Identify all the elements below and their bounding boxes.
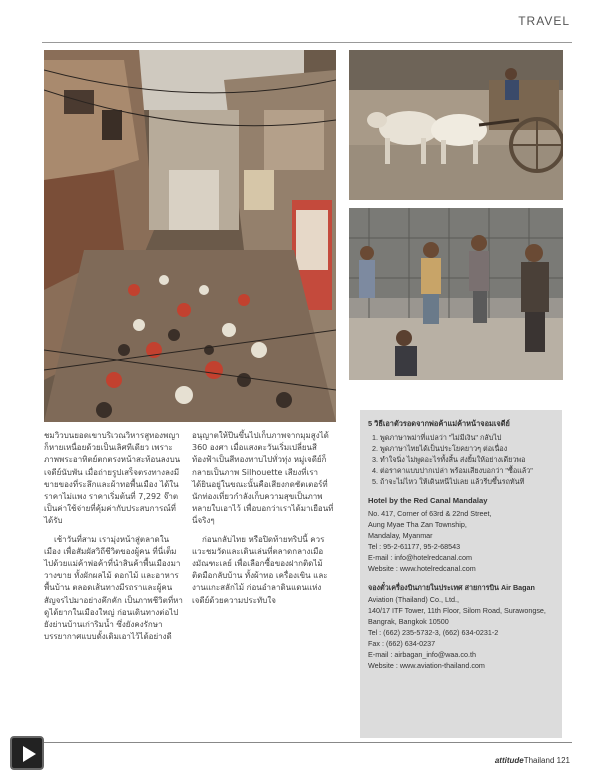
ox-cart-photo [349, 50, 563, 200]
tip-item: 2. พูดภาษาไทยได้เป็นประโยคยาวๆ ต่อเนื่อง [380, 443, 554, 454]
tip-item: 5. ถ้าจะไม่ไหว ให้เดินหนีไปเลย แล้วรีบขึ้นรถทันที [380, 476, 554, 487]
market-street-photo [44, 50, 336, 422]
top-divider [42, 42, 572, 43]
play-icon[interactable] [10, 736, 44, 770]
agency-address: 140/17 ITF Tower, 11th Floor, Silom Road, Surawongse, [368, 606, 546, 615]
magazine-brand: attitude [494, 756, 524, 765]
article-paragraph: ก่อนกลับไทย หรือปิดท้ายทริปนี้ ควรแวะชมวัดและเดินเล่นที่ตลาดกลางเมืองมัณฑะเลย์ เพื่อเลือกซื้อของฝากติดไม้ติดมือกลับบ้าน ทั้งผ้าทอ เครื่องเขิน และงานแกะสลักไม้ ก่อนอำลาดินแดนแห่งเจดีย์ด้วยความประทับใจ [192, 534, 328, 605]
hotel-tel: Tel : 95-2-61177, 95-2-68543 [368, 542, 461, 551]
hotel-email-link[interactable]: E-mail : info@hotelredcanal.com [368, 553, 472, 562]
article-column-middle [192, 430, 336, 613]
tip-item: 3. ทำใจนิ่ง ไม่พูดอะไรทั้งสิ้น ส่งยิ้มให้อย่างเดียวพอ [380, 454, 554, 465]
info-sidebar [360, 410, 562, 738]
magazine-edition: Thailand [523, 756, 555, 765]
tips-list [368, 432, 554, 487]
hotel-address: Mandalay, Myanmar [368, 531, 433, 540]
section-title: TRAVEL [518, 14, 570, 28]
hotel-website-link[interactable]: Website : www.hotelredcanal.com [368, 564, 476, 573]
page-footer [495, 756, 570, 765]
agency-title: จองตั๋วเครื่องบินภายในประเทศ สายการบิน Air Bagan [368, 583, 535, 592]
agency-website-link[interactable]: Website : www.aviation-thailand.com [368, 661, 485, 670]
children-photo [349, 208, 563, 380]
article-paragraph: ชมวิวบนยอดเขาบริเวณวิหารสูทองพญา ก็หายเหนื่อยด้วยเป็นเลิศทีเดียว เพราะภาพพระอาทิตย์ตกตรงหน้าสะท้อนลงบนเจดีย์นับพัน เมื่อถ่ายรูปเสร็จตรงทางลงมีขายของที่ระลึกและผ้าทอพื้นเมือง ได้ในราคาไม่แพง ราคาเริ่มต้นที่ 7,292 จ๊าต เป็นค่าใช้จ่ายที่คุ้มค่ากับประสบการณ์ที่ได้รับ [44, 431, 181, 526]
hotel-address: No. 417, Corner of 63rd & 22nd Street, [368, 509, 492, 518]
agency-company: Aviation (Thailand) Co., Ltd., [368, 595, 459, 604]
article-paragraph: เช้าวันที่สาม เรามุ่งหน้าสู่ตลาดในเมือง เพื่อสัมผัสวิถีชีวิตของผู้คน ที่นี่เต็มไปด้วยแม่ค้าพ่อค้าที่นำสินค้าพื้นเมืองมาวางขาย ทั้งผักผลไม้ ดอกไม้ และอาหารพื้นบ้าน ตลอดเส้นทางมีรถราและผู้คนสัญจรไปมาอย่างคึกคัก เป็นภาพชีวิตที่หาดูได้ยากในเมืองใหญ่ ก่อนเดินทางต่อไปยังย่านบ้านเก่าริมน้ำ ซึ่งยังคงรักษาบรรยากาศแบบดั้งเดิมเอาไว้ได้อย่างดี [44, 534, 183, 642]
page-number: 121 [556, 756, 570, 765]
agency-email-link[interactable]: E-mail : airbagan_info@waa.co.th [368, 650, 476, 659]
tip-item: 1. พูดภาษาพม่าที่แปลว่า "ไม่มีเงิน" กลับไป [380, 432, 554, 443]
agency-fax: Fax : (662) 634-0237 [368, 639, 436, 648]
agency-tel: Tel : (662) 235-5732-3, (662) 634-0231-2 [368, 628, 499, 637]
tip-item: 4. ต่อราคาแบบปากเปล่า พร้อมเสียงบอกว่า "ซื้อแล้ว" [380, 465, 554, 476]
tips-heading: 5 วิธีเอาตัวรอดจากพ่อค้าแม่ค้าหน้าจอมเจดีย์ [368, 419, 510, 428]
article-column-left [44, 430, 184, 649]
hotel-address: Aung Myae Tha Zan Township, [368, 520, 467, 529]
bottom-divider [42, 742, 572, 743]
agency-address: Bangrak, Bangkok 10500 [368, 617, 449, 626]
hotel-name: Hotel by the Red Canal Mandalay [368, 496, 488, 505]
article-paragraph: อนุญาตให้ปีนขึ้นไปเก็บภาพจากมุมสูงได้ 360 องศา เมื่อแสงตะวันเริ่มเปลี่ยนสีท้องฟ้าเป็นสีทองทาบไปทั่วทุ่ง หมู่เจดีย์ก็กลายเป็นภาพ Silhouette เสียงที่เราได้ยินอยู่ในขณะนั้นคือเสียงกดชัตเตอร์ที่นักท่องเที่ยวกำลังเก็บความสุขเป็นภาพหลายใบเอาไว้ เพื่อบอกว่าเราได้มาเยือนที่นี่จริงๆ [192, 431, 334, 526]
